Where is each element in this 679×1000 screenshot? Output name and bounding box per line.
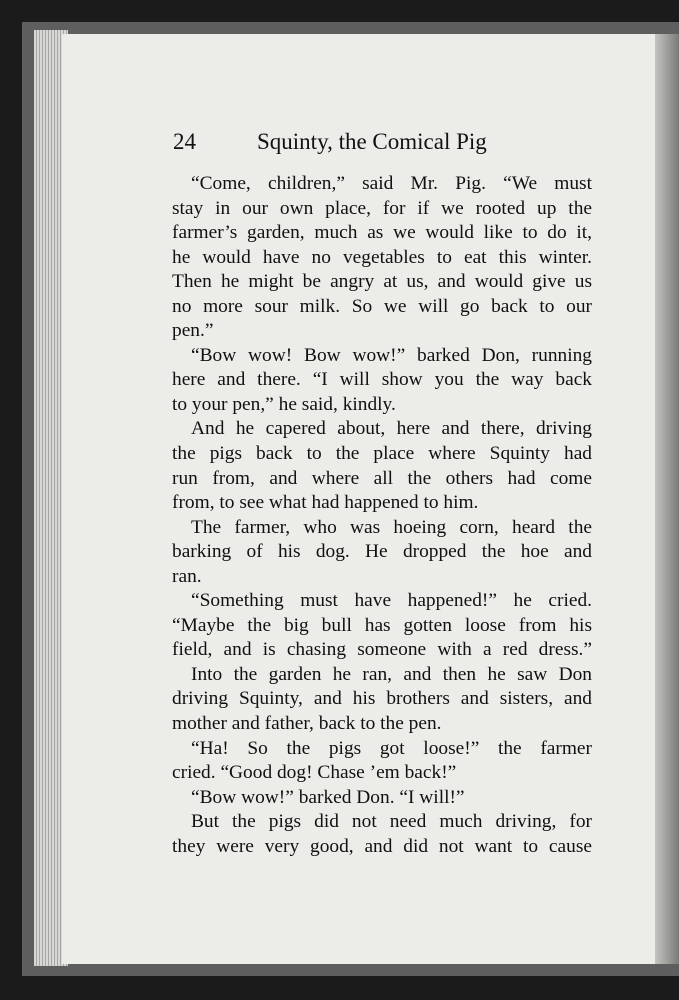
text-line: the pigs back to the place where Squinty had <box>172 443 592 465</box>
text-line: driving Squinty, and his brothers and sisters, and <box>172 688 592 710</box>
text-line: from, to see what had happened to him. <box>172 492 479 514</box>
text-line: stay in our own place, for if we rooted up the <box>172 197 592 219</box>
text-line: no more sour milk. So we will go back to our <box>172 295 592 317</box>
text-line: farmer’s garden, much as we would like to do it, <box>172 222 592 244</box>
text-line: pen.” <box>172 320 214 342</box>
text-line: “Bow wow! Bow wow!” barked Don, running <box>191 344 592 366</box>
text-line: mother and father, back to the pen. <box>172 713 442 735</box>
text-line: And he capered about, here and there, driving <box>191 418 592 440</box>
text-line: they were very good, and did not want to cause <box>172 835 592 857</box>
text-line: Into the garden he ran, and then he saw Don <box>191 663 592 685</box>
text-line: to your pen,” he said, kindly. <box>172 393 396 415</box>
text-line: “Come, children,” said Mr. Pig. “We must <box>191 173 592 194</box>
text-line: barking of his dog. He dropped the hoe and <box>172 541 592 563</box>
text-line: “Something must have happened!” he cried. <box>191 590 592 612</box>
text-line: “Ha! So the pigs got loose!” the farmer <box>191 737 592 759</box>
text-line: here and there. “I will show you the way back <box>172 369 592 391</box>
gutter-shadow <box>655 34 679 964</box>
text-line: ran. <box>172 565 202 587</box>
body-text <box>172 172 592 859</box>
running-title: Squinty, the Comical Pig <box>257 129 487 154</box>
text-line: Then he might be angry at us, and would give us <box>172 271 592 293</box>
text-line: cried. “Good dog! Chase ’em back!” <box>172 762 457 784</box>
page-number: 24 <box>173 129 196 154</box>
text-line: he would have no vegetables to eat this winter. <box>172 246 592 268</box>
text-line: run from, and where all the others had come <box>172 467 592 489</box>
running-head <box>173 129 593 163</box>
text-line: “Maybe the big bull has gotten loose from his <box>172 614 592 636</box>
text-line: But the pigs did not need much driving, for <box>191 811 592 833</box>
text-line: The farmer, who was hoeing corn, heard the <box>191 516 592 538</box>
text-line: field, and is chasing someone with a red dress.” <box>172 639 592 661</box>
text-line: “Bow wow!” barked Don. “I will!” <box>191 786 465 808</box>
